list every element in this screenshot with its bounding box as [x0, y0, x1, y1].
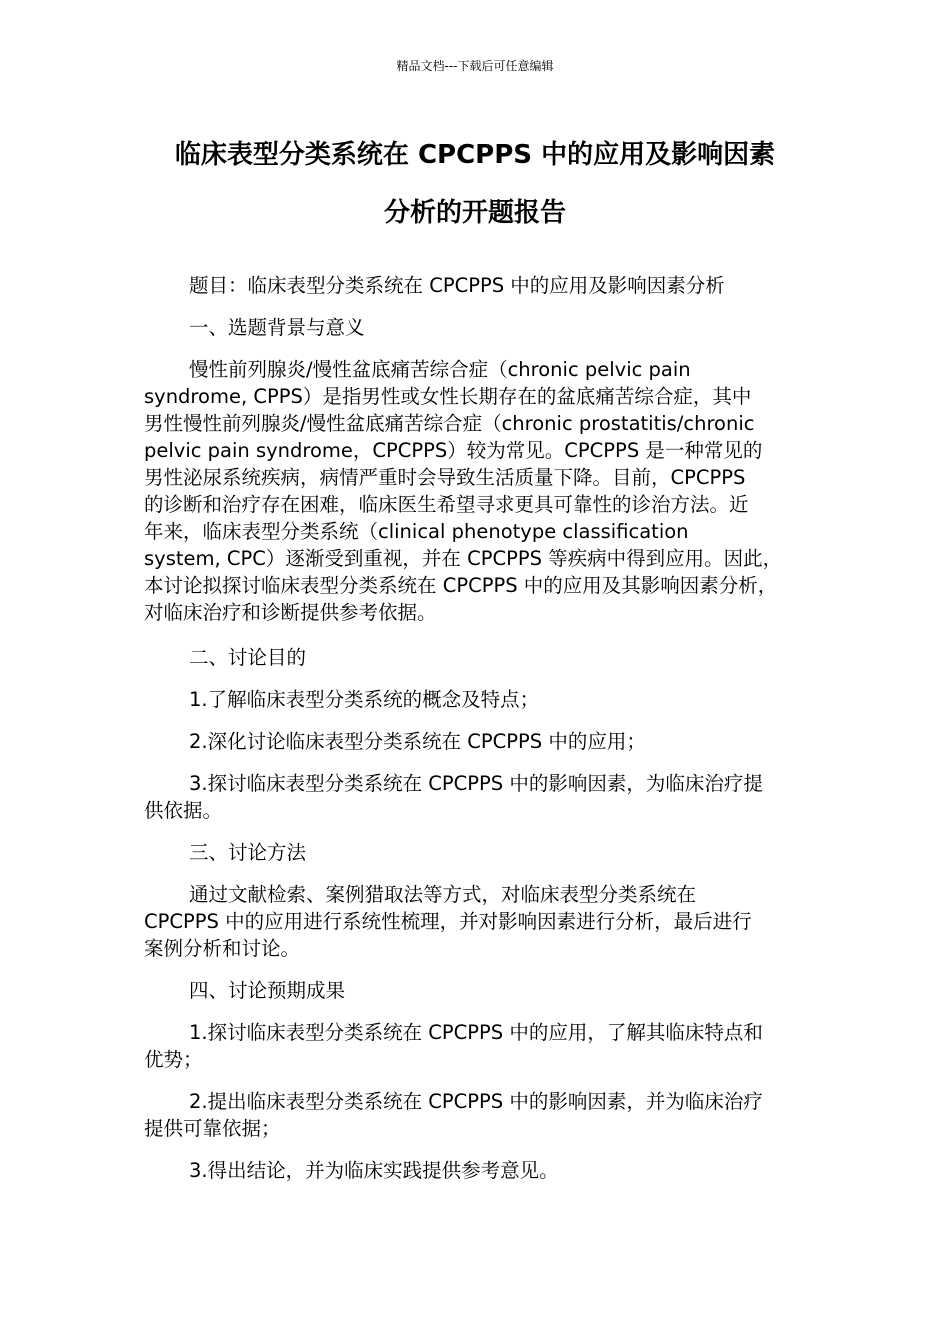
section-3-heading: [144, 839, 808, 866]
section-4-heading: [144, 977, 808, 1004]
body-line: system, CPC）逐渐受到重视，并在 CPCPPS 等疾病中得到应用。因此，: [144, 547, 783, 570]
body-line: syndrome, CPPS）是指男性或女性长期存在的盆底痛苦综合症，其中: [144, 385, 752, 408]
section-2-item-3: [144, 770, 808, 824]
section-1-heading: [144, 314, 808, 341]
body-line: 案例分析和讨论。: [144, 937, 301, 960]
body-line: 慢性前列腺炎/慢性盆底痛苦综合症（chronic pelvic pain: [189, 358, 691, 381]
body-line: 对临床治疗和诊断提供参考依据。: [144, 601, 437, 624]
section-4-item-3: [144, 1157, 808, 1184]
section-1-heading-text: 一、选题背景与意义: [189, 316, 365, 339]
body-line: 通过文献检索、案例猎取法等方式，对临床表型分类系统在: [189, 883, 697, 906]
document-title-line-2: 分析的开题报告: [383, 198, 566, 228]
list-item: 1.了解临床表型分类系统的概念及特点；: [189, 688, 540, 711]
body-line: 的诊断和治疗存在困难，临床医生希望寻求更具可靠性的诊治方法。近: [144, 493, 749, 516]
list-item: 3.得出结论，并为临床实践提供参考意见。: [189, 1159, 559, 1182]
body-line: CPCPPS 中的应用进行系统性梳理，并对影响因素进行分析，最后进行: [144, 910, 752, 933]
section-1-body: [144, 356, 808, 626]
section-2-heading-text: 二、讨论目的: [189, 646, 307, 669]
list-item-line: 1.探讨临床表型分类系统在 CPCPPS 中的应用，了解其临床特点和: [189, 1021, 763, 1044]
body-line: 男性泌尿系统疾病，病情严重时会导致生活质量下降。目前，CPCPPS: [144, 466, 746, 489]
list-item-line: 3.探讨临床表型分类系统在 CPCPPS 中的影响因素，为临床治疗提: [189, 772, 763, 795]
document-title-line-1: 临床表型分类系统在 CPCPPS 中的应用及影响因素: [174, 140, 776, 170]
body-line: 男性慢性前列腺炎/慢性盆底痛苦综合症（chronic prostatitis/chronic: [144, 412, 755, 435]
header-note: 精品文档---下载后可任意编辑: [396, 59, 554, 73]
topic-text: 题目：临床表型分类系统在 CPCPPS 中的应用及影响因素分析: [189, 274, 725, 297]
list-item-line: 供依据。: [144, 799, 223, 822]
list-item-line: 提供可靠依据；: [144, 1117, 281, 1140]
section-4-heading-text: 四、讨论预期成果: [189, 979, 346, 1002]
section-4-item-2: [144, 1088, 808, 1142]
list-item-line: 优势；: [144, 1048, 203, 1071]
section-3-heading-text: 三、讨论方法: [189, 841, 307, 864]
section-4-item-1: [144, 1019, 808, 1073]
section-2-item-1: [144, 686, 808, 713]
section-2-heading: [144, 644, 808, 671]
topic-paragraph: [144, 272, 808, 299]
list-item-line: 2.提出临床表型分类系统在 CPCPPS 中的影响因素，并为临床治疗: [189, 1090, 763, 1113]
body-line: 年来，临床表型分类系统（clinical phenotype classification: [144, 520, 689, 543]
list-item: 2.深化讨论临床表型分类系统在 CPCPPS 中的应用；: [189, 730, 646, 753]
body-line: 本讨论拟探讨临床表型分类系统在 CPCPPS 中的应用及其影响因素分析，: [144, 574, 778, 597]
section-3-body: [144, 881, 808, 962]
body-line: pelvic pain syndrome，CPCPPS）较为常见。CPCPPS 是一种常见的: [144, 439, 763, 462]
section-2-item-2: [144, 728, 808, 755]
